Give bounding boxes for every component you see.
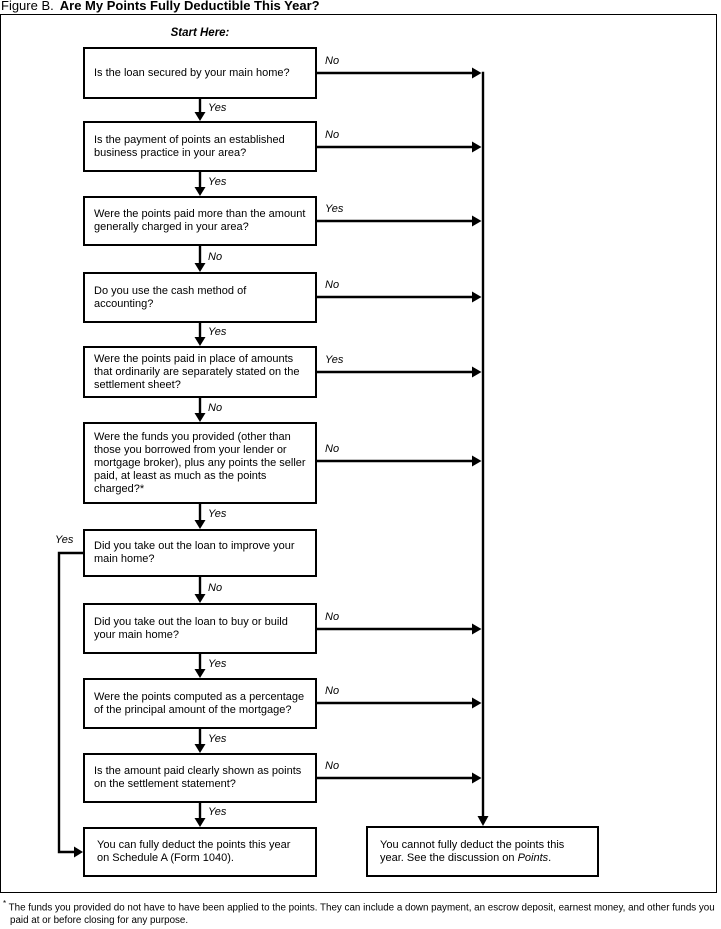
footnote bbox=[3, 897, 721, 927]
edge-label-down-10: Yes bbox=[208, 806, 227, 818]
question-text: Were the funds you provided (other than those you borrowed from your lender or mortgage broker), plus any points the seller paid, at least as much as the points charged?* bbox=[94, 430, 306, 495]
question-box-percentage-principal bbox=[83, 678, 317, 729]
result-text: You can fully deduct the points this year on Schedule A (Form 1040). bbox=[97, 839, 291, 864]
question-box-funds-provided bbox=[83, 422, 317, 504]
question-text: Is the payment of points an established business practice in your area? bbox=[94, 133, 285, 159]
question-box-points-more-than bbox=[83, 196, 317, 246]
question-box-buy-or-build bbox=[83, 603, 317, 654]
question-text: Do you use the cash method of accounting? bbox=[94, 284, 247, 310]
footnote-marker: * bbox=[3, 899, 7, 908]
figure-title-prefix: Figure B. bbox=[1, 0, 54, 13]
edge-label-down-3: No bbox=[208, 251, 223, 263]
edge-label-down-5: No bbox=[208, 402, 223, 414]
figure-title bbox=[1, 0, 320, 13]
edge-label-right-3: Yes bbox=[325, 203, 344, 215]
edge-label-right-1: No bbox=[325, 55, 340, 67]
edge-label-down-2: Yes bbox=[208, 176, 227, 188]
question-box-loan-secured bbox=[83, 47, 317, 99]
edge-label-right-4: No bbox=[325, 279, 340, 291]
question-text: Were the points paid more than the amount generally charged in your area? bbox=[94, 208, 306, 233]
question-text: Did you take out the loan to buy or build your main home? bbox=[94, 615, 288, 641]
edge-label-right-2: No bbox=[325, 129, 340, 141]
edge-label-down-9: Yes bbox=[208, 733, 227, 745]
question-box-clearly-shown bbox=[83, 753, 317, 803]
points-reference: Points bbox=[517, 851, 549, 864]
question-text: Is the amount paid clearly shown as points on the settlement statement? bbox=[94, 765, 302, 790]
question-text: Were the points computed as a percentage of the principal amount of the mortgage? bbox=[94, 690, 305, 716]
result-box-not-deductible bbox=[366, 826, 599, 877]
result-box-deductible bbox=[83, 827, 317, 877]
footnote-text: The funds you provided do not have to have been applied to the points. They can include a down payment, an escrow deposit, earnest money, and other funds you paid at or before closing for any purpose. bbox=[8, 902, 715, 927]
question-box-cash-method bbox=[83, 272, 317, 323]
result-text: You cannot fully deduct the points this year. See the discussion on Points. bbox=[380, 838, 565, 864]
edge-label-down-1: Yes bbox=[208, 102, 227, 114]
question-box-improve-home bbox=[83, 529, 317, 577]
figure-title-main: Are My Points Fully Deductible This Year? bbox=[59, 0, 320, 13]
question-box-in-place-of-amounts bbox=[83, 346, 317, 398]
edge-label-down-4: Yes bbox=[208, 326, 227, 338]
question-text: Were the points paid in place of amounts that ordinarily are separately stated on the settlement sheet? bbox=[94, 352, 300, 391]
edge-label-right-8: No bbox=[325, 685, 340, 697]
edge-label-down-7: No bbox=[208, 582, 223, 594]
edge-label-down-8: Yes bbox=[208, 658, 227, 670]
start-here-label: Start Here: bbox=[170, 27, 230, 39]
edge-label-right-9: No bbox=[325, 760, 340, 772]
question-text: Is the loan secured by your main home? bbox=[94, 66, 290, 79]
question-box-business-practice bbox=[83, 121, 317, 172]
edge-label-right-6: No bbox=[325, 443, 340, 455]
edge-label-down-6: Yes bbox=[208, 508, 227, 520]
edge-label-right-7: No bbox=[325, 611, 340, 623]
edge-label-right-5: Yes bbox=[325, 354, 344, 366]
edge-label-left-yes: Yes bbox=[55, 534, 74, 546]
question-text: Did you take out the loan to improve your main home? bbox=[94, 540, 295, 565]
